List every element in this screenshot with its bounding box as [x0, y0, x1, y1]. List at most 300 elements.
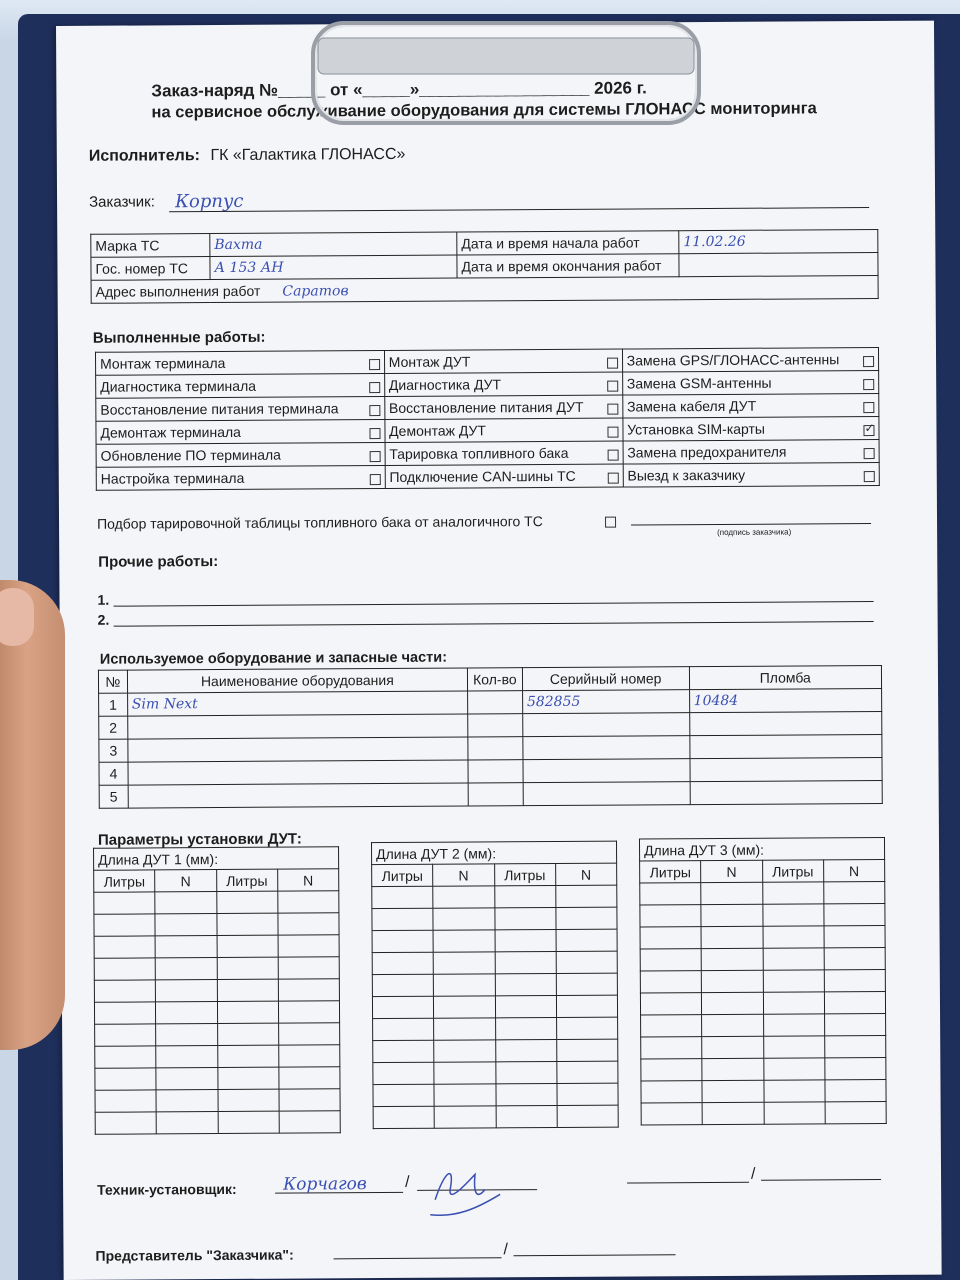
equipment-cell [128, 737, 468, 762]
dut-cell [278, 935, 339, 957]
work-item-label: Восстановление питания терминала [100, 400, 339, 418]
dut-header: N [555, 863, 616, 885]
table-row [641, 1101, 886, 1124]
work-checkbox[interactable] [369, 359, 380, 370]
dut-cell [278, 1001, 339, 1023]
sign-caption: (подпись заказчика) [717, 527, 792, 537]
table-row [373, 1105, 618, 1128]
equipment-cell [523, 782, 690, 806]
dut-cell [556, 1017, 617, 1039]
dut-cell [372, 952, 433, 974]
dut-header: Литры [640, 861, 701, 883]
dut-cell [495, 1017, 556, 1039]
dut-cell [641, 1015, 702, 1037]
dut-header: N [701, 860, 762, 882]
dut-cell [279, 1089, 340, 1111]
work-item [385, 418, 623, 442]
dut-cell [701, 882, 762, 904]
work-item [384, 372, 622, 396]
table-row [373, 1039, 618, 1062]
dut-cell [763, 948, 824, 970]
work-checkbox[interactable] [864, 448, 875, 459]
dut-cell [494, 907, 555, 929]
dut-cell [156, 1090, 217, 1112]
table-row [640, 881, 885, 904]
dut-cell [278, 891, 339, 913]
equipment-cell: 4 [99, 762, 128, 785]
work-item-label: Обновление ПО терминала [100, 446, 281, 464]
dut-cell [434, 1018, 495, 1040]
thumb [0, 580, 65, 1050]
equipment-cell [468, 760, 523, 783]
work-checkbox[interactable] [864, 471, 875, 482]
work-item [623, 416, 879, 441]
table-row [95, 1067, 340, 1090]
equipment-cell [690, 757, 883, 781]
dut-cell [155, 914, 216, 936]
dut-cell [217, 1045, 278, 1067]
dut-cell [373, 1018, 434, 1040]
plate-value: А 153 АН [210, 255, 457, 280]
end-value [679, 252, 878, 276]
table-row [95, 1111, 340, 1134]
dut-cell [216, 913, 277, 935]
work-item-label: Демонтаж терминала [100, 423, 241, 441]
work-item-label: Монтаж терминала [100, 354, 226, 372]
dut-cell [494, 885, 555, 907]
dut-cell [763, 1058, 824, 1080]
rep-label: Представитель "Заказчика": [95, 1246, 294, 1264]
dut-cell [640, 949, 701, 971]
equipment-header: Наименование оборудования [127, 668, 467, 693]
work-checkbox[interactable] [863, 379, 874, 390]
dut-cell [433, 952, 494, 974]
work-item [622, 347, 878, 372]
work-checkbox[interactable] [863, 356, 874, 367]
work-item [622, 393, 878, 418]
dut-cell [217, 1001, 278, 1023]
work-item [623, 439, 879, 464]
other-item-2: 2. [97, 611, 110, 628]
start-label: Дата и время начала работ [457, 231, 679, 255]
equipment-cell: 1 [99, 693, 128, 716]
dut-cell [762, 904, 823, 926]
dut-cell [433, 886, 494, 908]
dut-title: Параметры установки ДУТ: [97, 830, 302, 849]
equipment-cell: 5 [99, 785, 128, 808]
dut-cell [217, 935, 278, 957]
dut-header: Литры [494, 863, 555, 885]
end-label: Дата и время окончания работ [457, 254, 679, 278]
equipment-table [98, 665, 883, 809]
work-item [96, 397, 385, 422]
dut-cell [825, 1101, 886, 1123]
equipment-header: Пломба [689, 665, 882, 689]
work-checkbox[interactable] [369, 405, 380, 416]
dut-cell [495, 1039, 556, 1061]
equipment-cell [468, 714, 523, 737]
dut-cell [278, 913, 339, 935]
dut-cell [373, 1106, 434, 1128]
dut-cell [156, 1046, 217, 1068]
vehicle-table [90, 229, 878, 304]
equipment-cell [523, 759, 690, 783]
tech-signature [415, 1159, 505, 1220]
works-title: Выполненные работы: [92, 328, 266, 347]
brand-label: Марка ТС [91, 234, 210, 258]
equipment-cell: Sim Next [127, 691, 467, 716]
table-row [373, 1017, 618, 1040]
equipment-cell [523, 713, 690, 737]
work-checkbox[interactable] [369, 428, 380, 439]
dut-cell [762, 882, 823, 904]
dut-cell [702, 1014, 763, 1036]
equipment-cell [689, 734, 882, 758]
dut-cell [155, 958, 216, 980]
table-row [94, 1001, 339, 1024]
work-item-label: Демонтаж ДУТ [389, 422, 486, 439]
work-checkbox[interactable] [607, 381, 618, 392]
dut-table-2 [371, 841, 619, 1129]
equipment-header: № [98, 670, 127, 693]
table-row [640, 991, 885, 1014]
work-checkbox[interactable] [369, 451, 380, 462]
dut-header: N [433, 864, 494, 886]
dut-cell [434, 974, 495, 996]
dut-cell [763, 1014, 824, 1036]
dut-cell [94, 980, 155, 1002]
dut-cell [278, 957, 339, 979]
work-order-sheet [56, 21, 942, 1280]
work-item [384, 349, 622, 373]
work-checkbox[interactable] [863, 425, 874, 436]
work-item [384, 395, 622, 419]
dut-cell [217, 979, 278, 1001]
dut-cell [434, 996, 495, 1018]
dut-cell [701, 948, 762, 970]
dut-cell [155, 892, 216, 914]
dut-cell [373, 1084, 434, 1106]
dut-cell [372, 886, 433, 908]
equipment-cell [689, 711, 882, 735]
dut-cell [372, 996, 433, 1018]
work-item [96, 465, 385, 490]
dut-cell [94, 936, 155, 958]
dut-cell [557, 1083, 618, 1105]
dut-cell [641, 1037, 702, 1059]
address-label: Адрес выполнения работ [95, 282, 261, 300]
dut-cell [217, 1089, 278, 1111]
work-checkbox[interactable] [607, 427, 618, 438]
work-item-label: Установка SIM-карты [627, 420, 766, 438]
dut-cell [217, 1023, 278, 1045]
table-row [372, 951, 617, 974]
table-row [640, 969, 885, 992]
equipment-header: Серийный номер [522, 667, 689, 691]
dut-title-cell: Длина ДУТ 2 (мм): [371, 841, 616, 864]
dut-cell [496, 1105, 557, 1127]
work-item [95, 351, 384, 376]
work-checkbox[interactable] [607, 473, 618, 484]
dut-cell [556, 907, 617, 929]
dut-cell [495, 995, 556, 1017]
tech-name: Корчагов [283, 1174, 367, 1195]
dut-cell [763, 970, 824, 992]
calibration-checkbox[interactable] [605, 517, 616, 528]
dut-cell [640, 905, 701, 927]
dut-header: Литры [94, 870, 155, 892]
dut-cell [94, 958, 155, 980]
equipment-cell [468, 783, 523, 806]
dut-cell [702, 1036, 763, 1058]
dut-cell [217, 957, 278, 979]
work-item-label: Замена предохранителя [627, 443, 787, 461]
dut-cell [824, 947, 885, 969]
dut-cell [824, 969, 885, 991]
work-item [623, 462, 879, 487]
dut-cell [95, 1046, 156, 1068]
dut-cell [95, 1068, 156, 1090]
equipment-cell: 3 [99, 739, 128, 762]
table-row [641, 1057, 886, 1080]
table-row [641, 1079, 886, 1102]
table-row [372, 973, 617, 996]
dut-cell [218, 1111, 279, 1133]
equipment-cell: 10484 [689, 688, 882, 712]
dut-cell [641, 1059, 702, 1081]
work-checkbox[interactable] [607, 404, 618, 415]
dut-cell [763, 1036, 824, 1058]
equipment-cell [467, 691, 522, 714]
work-item-label: Замена GPS/ГЛОНАСС-антенны [626, 351, 840, 369]
dut-cell [641, 1103, 702, 1125]
dut-cell [640, 971, 701, 993]
equipment-title: Используемое оборудование и запасные части: [99, 649, 448, 668]
tech-slash: / [405, 1173, 410, 1191]
dut-cell [434, 1106, 495, 1128]
dut-cell [763, 926, 824, 948]
header-line-1: Заказ-наряд №_____ от «_____»__________________ 2026 г. [151, 78, 647, 101]
dut-cell [372, 974, 433, 996]
dut-cell [495, 929, 556, 951]
dut-cell [640, 883, 701, 905]
work-checkbox[interactable] [369, 382, 380, 393]
work-checkbox[interactable] [607, 358, 618, 369]
dut-cell [433, 930, 494, 952]
dut-cell [94, 1002, 155, 1024]
work-item-label: Выезд к заказчику [627, 466, 746, 484]
table-row [640, 947, 885, 970]
equipment-cell [127, 714, 467, 739]
dut-cell [763, 1080, 824, 1102]
dut-header: Литры [762, 860, 823, 882]
dut-cell [824, 1035, 885, 1057]
equipment-cell [128, 760, 468, 785]
dut-cell [557, 1105, 618, 1127]
dut-cell [557, 1061, 618, 1083]
dut-cell [156, 1024, 217, 1046]
work-item-label: Восстановление питания ДУТ [388, 398, 584, 416]
dut-cell [95, 1090, 156, 1112]
equipment-header: Кол-во [467, 668, 522, 691]
executor-value: ГК «Галактика ГЛОНАСС» [210, 145, 406, 165]
dut-cell [278, 979, 339, 1001]
table-row [372, 995, 617, 1018]
table-row [94, 913, 339, 936]
equipment-cell [690, 780, 883, 804]
tech-label: Техник-установщик: [97, 1180, 237, 1198]
dut-cell [640, 993, 701, 1015]
customer-label: Заказчик: [89, 193, 155, 211]
executor-label: Исполнитель: [88, 147, 201, 165]
dut-cell [279, 1111, 340, 1133]
table-row [640, 903, 885, 926]
dut-cell [556, 885, 617, 907]
dut-cell [702, 1058, 763, 1080]
dut-cell [373, 1062, 434, 1084]
dut-cell [824, 991, 885, 1013]
dut-cell [824, 903, 885, 925]
work-item [96, 420, 385, 445]
table-row [373, 1061, 618, 1084]
table-row [94, 935, 339, 958]
tech-slash-2: / [750, 1165, 756, 1183]
dut-title-cell: Длина ДУТ 1 (мм): [94, 847, 339, 870]
dut-header: Литры [372, 864, 433, 886]
customer-value: Корпус [175, 190, 244, 213]
dut-cell [278, 1045, 339, 1067]
dut-cell [556, 951, 617, 973]
work-item [96, 442, 385, 467]
other-item-1: 1. [97, 591, 110, 608]
dut-cell [156, 1068, 217, 1090]
table-row [372, 907, 617, 930]
dut-cell [702, 1080, 763, 1102]
dut-cell [763, 992, 824, 1014]
dut-cell [825, 1079, 886, 1101]
dut-cell [556, 929, 617, 951]
other-title: Прочие работы: [98, 553, 219, 571]
table-row [641, 1013, 886, 1036]
dut-cell [95, 1024, 156, 1046]
dut-header: Литры [216, 869, 277, 891]
dut-cell [278, 1023, 339, 1045]
dut-cell [156, 1002, 217, 1024]
dut-cell [825, 1057, 886, 1079]
work-item [385, 464, 623, 488]
work-item-label: Замена кабеля ДУТ [626, 397, 757, 415]
dut-title-cell: Длина ДУТ 3 (мм): [639, 837, 884, 860]
dut-cell [701, 926, 762, 948]
table-row [372, 929, 617, 952]
clipboard-clip [306, 18, 706, 128]
dut-cell [434, 1084, 495, 1106]
dut-cell [155, 936, 216, 958]
work-item-label: Тарировка топливного бака [389, 444, 569, 462]
table-row [373, 1083, 618, 1106]
dut-cell [824, 925, 885, 947]
dut-cell [824, 1013, 885, 1035]
work-checkbox[interactable] [863, 402, 874, 413]
dut-cell [279, 1067, 340, 1089]
dut-cell [495, 973, 556, 995]
work-item [385, 441, 623, 465]
dut-cell [764, 1102, 825, 1124]
dut-cell [640, 927, 701, 949]
table-row [94, 957, 339, 980]
work-checkbox[interactable] [607, 450, 618, 461]
dut-cell [216, 891, 277, 913]
dut-cell [702, 992, 763, 1014]
dut-cell [217, 1067, 278, 1089]
header-line-2: на сервисное обслуживание оборудования для системы ГЛОНАСС мониторинга [151, 99, 817, 122]
work-checkbox[interactable] [369, 474, 380, 485]
table-row [640, 925, 885, 948]
equipment-cell: 2 [99, 716, 128, 739]
table-row [99, 780, 882, 808]
dut-cell [641, 1081, 702, 1103]
equipment-cell [128, 783, 468, 808]
work-item-label: Диагностика терминала [100, 377, 257, 395]
dut-cell [701, 904, 762, 926]
table-row [95, 1023, 340, 1046]
equipment-cell [468, 737, 523, 760]
dut-cell [433, 908, 494, 930]
dut-cell [156, 1112, 217, 1134]
dut-cell [372, 930, 433, 952]
work-item [622, 370, 878, 395]
dut-cell [702, 1102, 763, 1124]
start-value: 11.02.26 [679, 229, 878, 253]
plate-label: Гос. номер ТС [91, 257, 210, 281]
works-table [95, 347, 880, 491]
work-item-label: Монтаж ДУТ [388, 353, 471, 370]
rep-slash: / [503, 1241, 508, 1259]
dut-cell [94, 892, 155, 914]
table-row [95, 1045, 340, 1068]
table-row [94, 979, 339, 1002]
dut-cell [556, 995, 617, 1017]
dut-cell [373, 1040, 434, 1062]
dut-cell [94, 914, 155, 936]
dut-cell [823, 881, 884, 903]
dut-header: N [155, 870, 216, 892]
dut-cell [556, 973, 617, 995]
work-item-label: Подключение CAN-шины ТС [389, 467, 576, 485]
dut-cell [156, 980, 217, 1002]
dut-cell [495, 1061, 556, 1083]
table-row [95, 1089, 340, 1112]
dut-cell [495, 1083, 556, 1105]
dut-cell [495, 951, 556, 973]
dut-cell [556, 1039, 617, 1061]
table-row [94, 891, 339, 914]
dut-table-3 [639, 837, 887, 1125]
dut-cell [702, 970, 763, 992]
dut-table-1 [93, 846, 341, 1134]
work-item [96, 374, 385, 399]
brand-value: Вахта [210, 232, 457, 257]
table-row [372, 885, 617, 908]
executor-row [89, 146, 406, 166]
work-item-label: Замена GSM-антенны [626, 374, 772, 392]
work-item-label: Настройка терминала [100, 469, 245, 487]
dut-cell [95, 1112, 156, 1134]
dut-cell [372, 908, 433, 930]
calibration-label: Подбор тарировочной таблицы топливного бака от аналогичного ТС [96, 513, 543, 532]
work-item-label: Диагностика ДУТ [388, 376, 502, 393]
address-value: Саратов [282, 282, 349, 300]
